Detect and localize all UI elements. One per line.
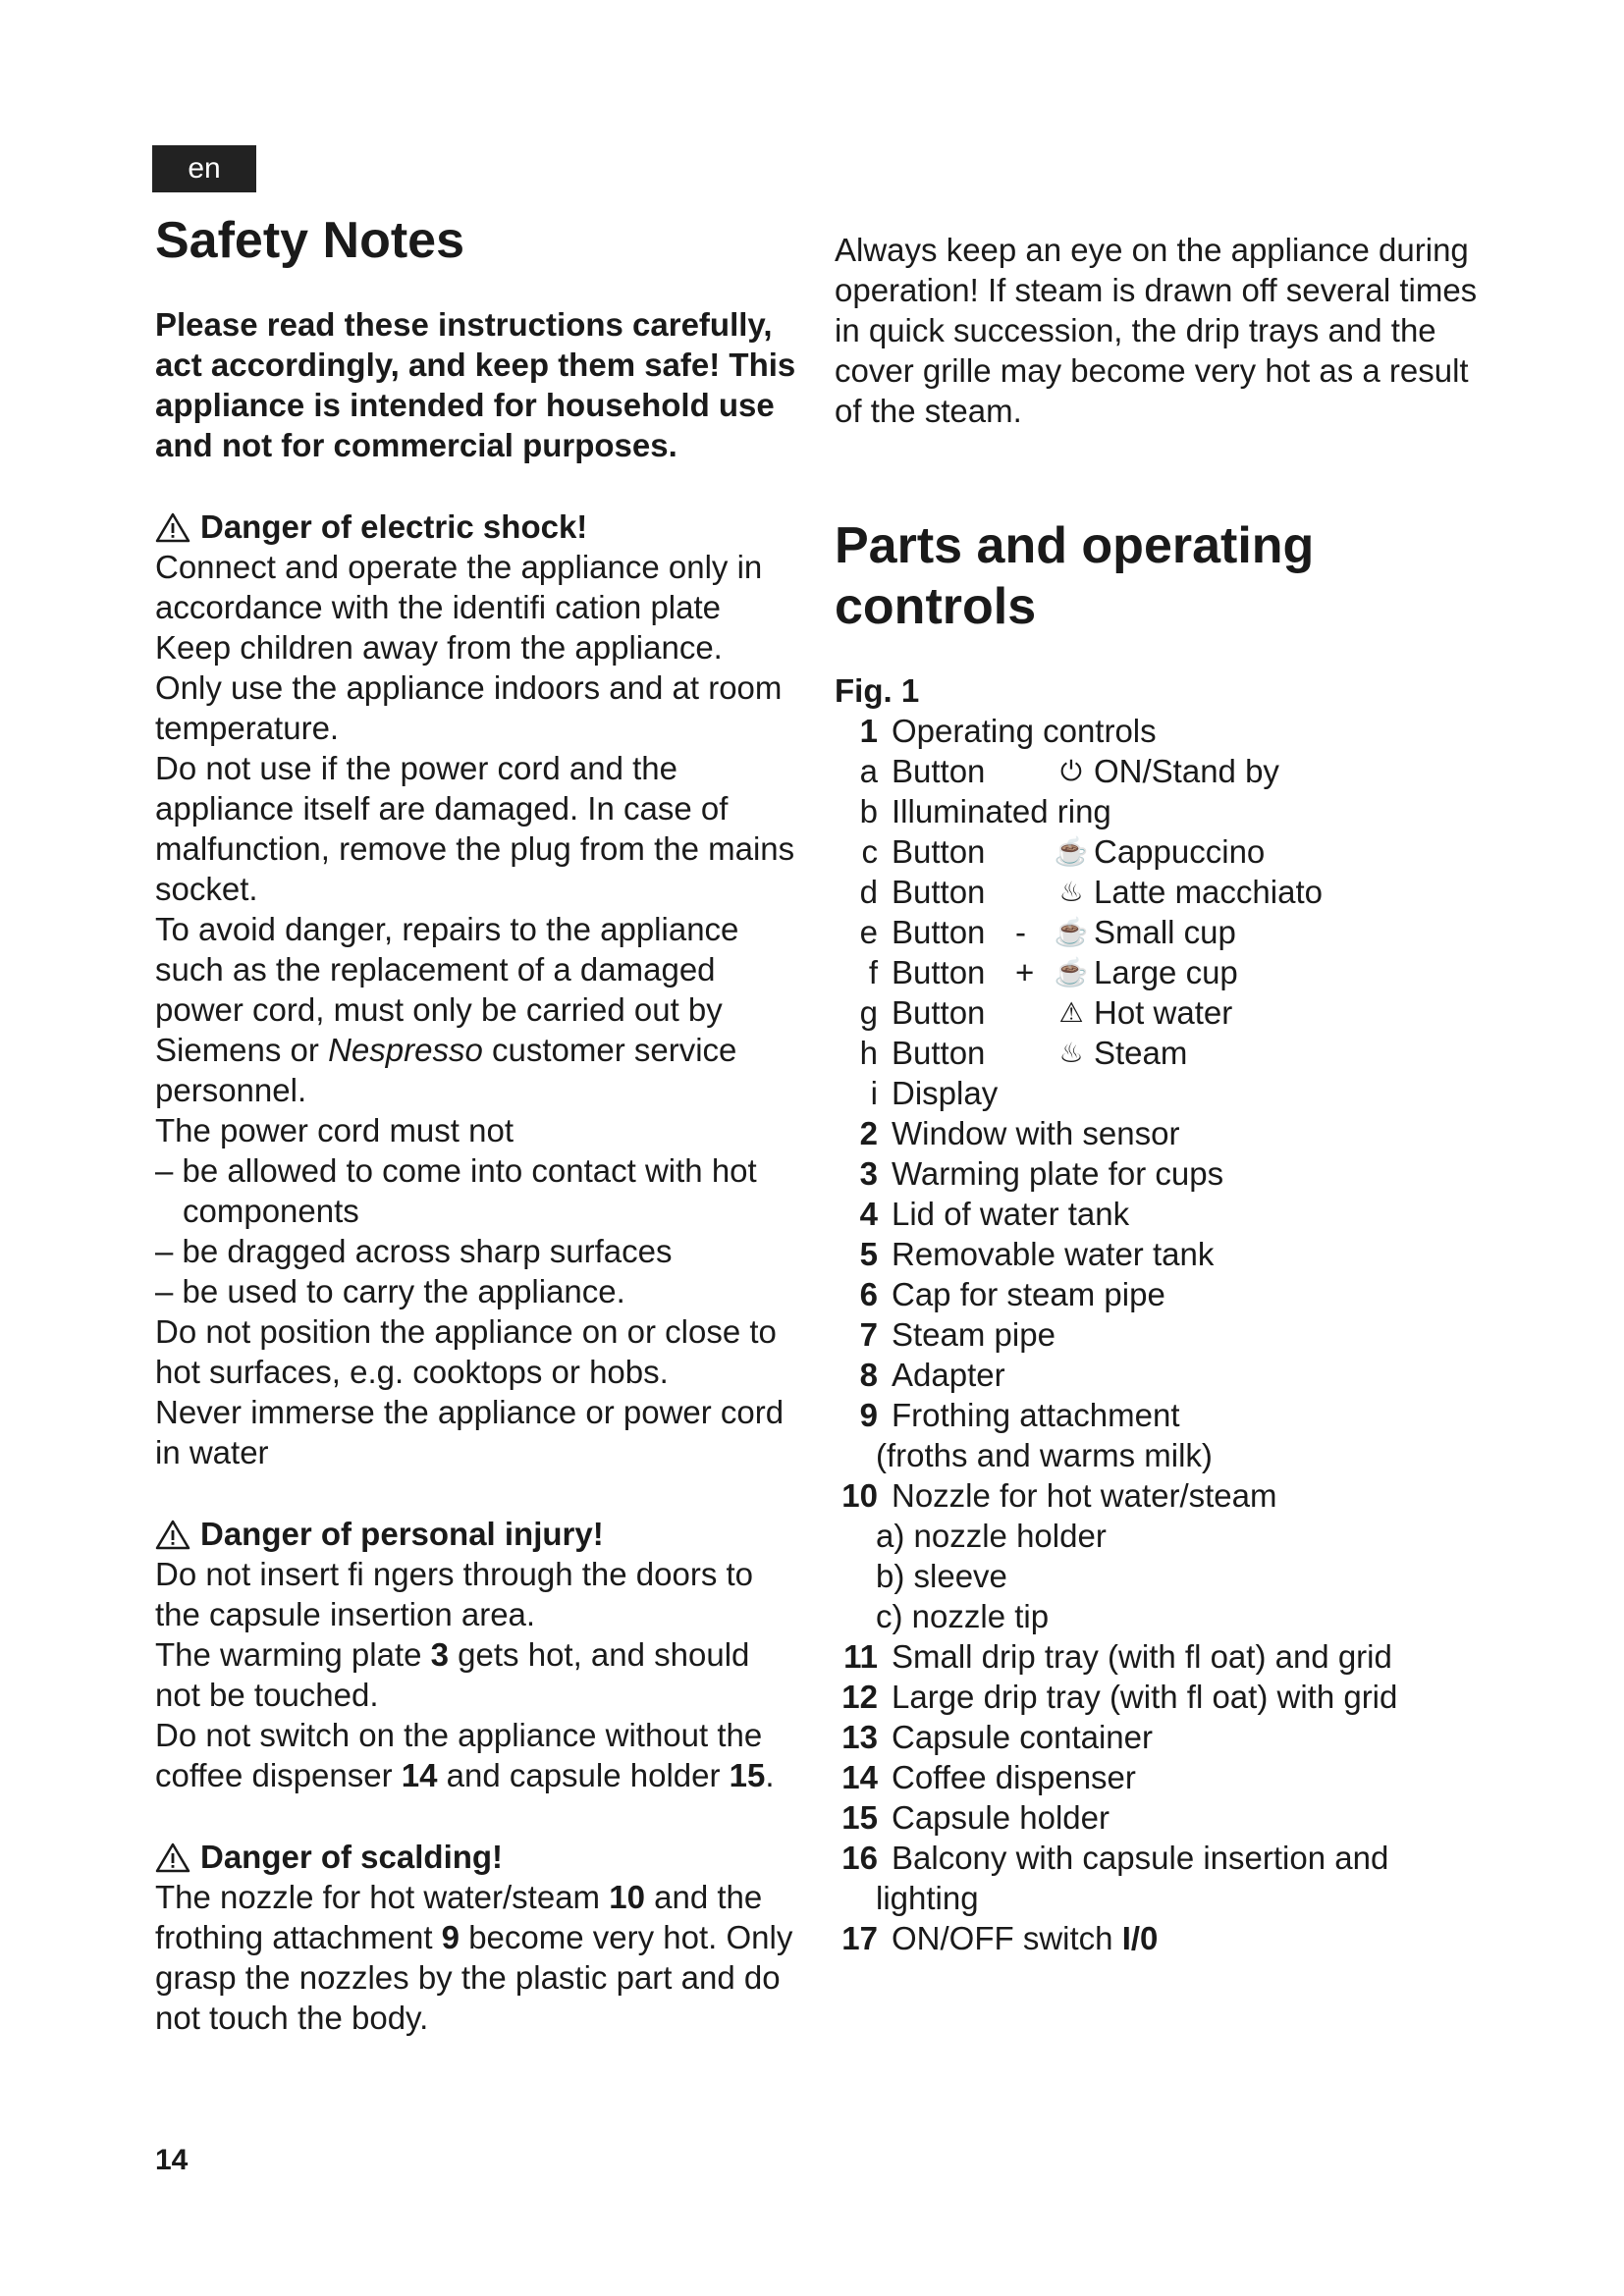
warning-triangle-icon bbox=[155, 511, 190, 543]
personal-injury-heading: Danger of personal injury! bbox=[155, 1514, 803, 1554]
item-label: Button bbox=[892, 833, 986, 870]
item-label: Button bbox=[892, 1035, 986, 1071]
warning-triangle-icon bbox=[155, 1519, 190, 1550]
parts-list-continuation: lighting bbox=[876, 1880, 979, 1916]
button-symbol-icon: ♨ bbox=[1058, 1038, 1084, 1068]
dash-item: – be used to carry the appliance. bbox=[155, 1273, 625, 1309]
item-text: Capsule holder bbox=[892, 1799, 1110, 1836]
control-list-item bbox=[835, 992, 1483, 1033]
item-text: Coffee dispenser bbox=[892, 1759, 1136, 1795]
button-symbol-icon: ♨ bbox=[1058, 877, 1084, 907]
item-letter: h bbox=[859, 1035, 878, 1071]
page-number: 14 bbox=[155, 2144, 189, 2176]
item-text: Lid of water tank bbox=[892, 1196, 1130, 1232]
item-number: 4 bbox=[859, 1196, 878, 1232]
parts-list-item bbox=[835, 1113, 1483, 1153]
electric-shock-warning bbox=[155, 507, 803, 1472]
control-list-item bbox=[835, 1073, 1483, 1113]
item-number: 9 bbox=[859, 1397, 878, 1433]
parts-list-item bbox=[835, 1636, 1483, 1677]
item-function: Hot water bbox=[1094, 994, 1233, 1031]
item-function: Large cup bbox=[1094, 954, 1238, 990]
item-function: Steam bbox=[1094, 1035, 1188, 1071]
parts-list-item bbox=[835, 1677, 1483, 1717]
item-number: 3 bbox=[859, 1155, 878, 1192]
item-letter: c bbox=[861, 833, 878, 870]
parts-list bbox=[835, 1636, 1483, 1878]
injury-paragraph: Do not switch on the appliance without the coffee dispenser 14 and capsule holder 15. bbox=[155, 1717, 775, 1793]
parts-list-item bbox=[835, 1838, 1483, 1878]
personal-injury-warning bbox=[155, 1514, 803, 1795]
parts-list-continuation: (froths and warms milk) bbox=[876, 1437, 1213, 1473]
item-text: Frothing attachment bbox=[892, 1397, 1180, 1433]
item-text: Window with sensor bbox=[892, 1115, 1180, 1151]
control-list-item bbox=[835, 872, 1483, 912]
item-sign: - bbox=[1015, 914, 1026, 950]
item-text: Warming plate for cups bbox=[892, 1155, 1224, 1192]
nozzle-sub-item: b) sleeve bbox=[876, 1558, 1007, 1594]
item-label: Button bbox=[892, 914, 986, 950]
item-text: Large drip tray (with fl oat) with grid bbox=[892, 1679, 1398, 1715]
parts-list-item bbox=[835, 1757, 1483, 1797]
shock-paragraph: Never immerse the appliance or power cord in water bbox=[155, 1394, 785, 1470]
item-number: 15 bbox=[841, 1799, 878, 1836]
item-text: Cap for steam pipe bbox=[892, 1276, 1165, 1312]
item-number: 6 bbox=[859, 1276, 878, 1312]
control-list-item bbox=[835, 952, 1483, 992]
parts-list-item: 17 ON/OFF switch I/0 bbox=[841, 1920, 1159, 1956]
scald-paragraph: The nozzle for hot water/steam 10 and the frothing attachment 9 become very hot. Only grasp the nozzles by the plastic part and do not touch the body. bbox=[155, 1879, 793, 2036]
control-list-item bbox=[835, 751, 1483, 791]
item-number: 8 bbox=[859, 1357, 878, 1393]
item-sign bbox=[1015, 751, 1049, 791]
parts-list-item bbox=[835, 1717, 1483, 1757]
item-text: Adapter bbox=[892, 1357, 1005, 1393]
scalding-heading: Danger of scalding! bbox=[155, 1837, 803, 1877]
item-text: Steam pipe bbox=[892, 1316, 1056, 1353]
shock-paragraph: Do not position the appliance on or close to hot surfaces, e.g. cooktops or hobs. bbox=[155, 1313, 777, 1390]
shock-paragraph: Keep children away from the appliance. bbox=[155, 629, 723, 666]
item-text: Balcony with capsule insertion and bbox=[892, 1840, 1389, 1876]
brand-name: Nespresso bbox=[328, 1032, 483, 1068]
item-label: Button bbox=[892, 874, 986, 910]
item-text: Capsule container bbox=[892, 1719, 1153, 1755]
item-number: 11 bbox=[843, 1638, 878, 1675]
dash-item: – be allowed to come into contact with hot components bbox=[155, 1152, 757, 1229]
item-label: Illuminated ring bbox=[892, 793, 1111, 829]
safety-notes-title: Safety Notes bbox=[155, 212, 464, 269]
item-label: Button bbox=[892, 753, 986, 789]
item-number: 2 bbox=[859, 1115, 878, 1151]
electric-shock-heading: Danger of electric shock! bbox=[155, 507, 803, 547]
control-list-item bbox=[835, 831, 1483, 872]
button-symbol-icon: ☕ bbox=[1054, 917, 1089, 947]
safety-intro: Please read these instructions carefully, act accordingly, and keep them safe! This appliance is intended for household use and not for commercial purposes. bbox=[155, 306, 796, 463]
nozzle-sub-item: c) nozzle tip bbox=[876, 1598, 1050, 1634]
shock-paragraph: The power cord must not bbox=[155, 1112, 514, 1148]
right-column bbox=[835, 230, 1483, 1958]
safety-notes-section bbox=[155, 210, 803, 2038]
parts-list-item bbox=[835, 1797, 1483, 1838]
item-text: Removable water tank bbox=[892, 1236, 1215, 1272]
item-label: Button bbox=[892, 994, 986, 1031]
shock-paragraph: To avoid danger, repairs to the appliance such as the replacement of a damaged power cord, must only be carried out by Siemens or Nespresso customer service personnel. bbox=[155, 911, 739, 1108]
item-number: 7 bbox=[859, 1316, 878, 1353]
control-list-item bbox=[835, 791, 1483, 831]
parts-list-item bbox=[835, 1153, 1483, 1194]
parts-list-item bbox=[835, 1314, 1483, 1355]
control-list-item bbox=[835, 912, 1483, 952]
warning-triangle-icon bbox=[155, 1842, 190, 1873]
parts-title: Parts and operating controls bbox=[835, 517, 1315, 635]
item-sign bbox=[1015, 992, 1049, 1033]
item-text: Small drip tray (with fl oat) and grid bbox=[892, 1638, 1392, 1675]
button-symbol-icon: ⚠ bbox=[1058, 997, 1084, 1028]
figure-label: Fig. 1 bbox=[835, 672, 920, 709]
button-symbol-icon: ☕ bbox=[1054, 957, 1089, 988]
item-sign bbox=[1015, 1033, 1049, 1073]
item-number: 5 bbox=[859, 1236, 878, 1272]
item-letter: i bbox=[870, 1075, 878, 1111]
control-list-item bbox=[835, 1033, 1483, 1073]
language-tag: en bbox=[152, 145, 256, 192]
parts-list-item: 10 Nozzle for hot water/steam bbox=[841, 1477, 1277, 1514]
item-letter: e bbox=[859, 914, 878, 950]
item-sign bbox=[1015, 872, 1049, 912]
item-number: 16 bbox=[841, 1840, 878, 1876]
button-symbol-icon: ⏻ bbox=[1059, 756, 1083, 786]
item-number: 13 bbox=[841, 1719, 878, 1755]
parts-list-item bbox=[835, 1194, 1483, 1234]
parts-list bbox=[835, 1113, 1483, 1435]
button-symbol-icon: ☕ bbox=[1054, 836, 1089, 867]
item-letter: d bbox=[859, 874, 878, 910]
item-letter: g bbox=[859, 994, 878, 1031]
item-letter: a bbox=[859, 753, 878, 789]
nozzle-sub-list bbox=[835, 1516, 1483, 1636]
control-buttons-list bbox=[835, 751, 1483, 1113]
item-function: Cappuccino bbox=[1094, 833, 1266, 870]
injury-paragraph: The warming plate 3 gets hot, and should not be touched. bbox=[155, 1636, 750, 1713]
item-letter: f bbox=[868, 954, 878, 990]
parts-list-item: 1 Operating controls bbox=[859, 713, 1157, 749]
nozzle-sub-item: a) nozzle holder bbox=[876, 1518, 1107, 1554]
parts-list-item bbox=[835, 1395, 1483, 1435]
item-function: ON/Stand by bbox=[1094, 753, 1279, 789]
shock-paragraph: Do not use if the power cord and the appliance itself are damaged. In case of malfunction, remove the plug from the mains socket. bbox=[155, 750, 795, 907]
item-label: Display bbox=[892, 1075, 999, 1111]
item-number: 14 bbox=[841, 1759, 878, 1795]
item-letter: b bbox=[859, 793, 878, 829]
shock-paragraph: Only use the appliance indoors and at room temperature. bbox=[155, 669, 783, 746]
shock-paragraph: Connect and operate the appliance only in accordance with the identifi cation plate bbox=[155, 549, 763, 625]
item-function: Small cup bbox=[1094, 914, 1236, 950]
parts-list-item bbox=[835, 1234, 1483, 1274]
scalding-warning bbox=[155, 1837, 803, 2038]
item-sign bbox=[1015, 831, 1049, 872]
item-function: Latte macchiato bbox=[1094, 874, 1323, 910]
item-number: 12 bbox=[841, 1679, 878, 1715]
scald-continuation: Always keep an eye on the appliance during operation! If steam is drawn off several times in quick succession, the drip trays and the cover grille may become very hot as a result of the steam. bbox=[835, 232, 1478, 429]
parts-list-item bbox=[835, 1274, 1483, 1314]
item-label: Button bbox=[892, 954, 986, 990]
item-sign: + bbox=[1015, 954, 1035, 990]
parts-list-item bbox=[835, 1355, 1483, 1395]
dash-item: – be dragged across sharp surfaces bbox=[155, 1233, 673, 1269]
injury-paragraph: Do not insert fi ngers through the doors to the capsule insertion area. bbox=[155, 1556, 754, 1632]
